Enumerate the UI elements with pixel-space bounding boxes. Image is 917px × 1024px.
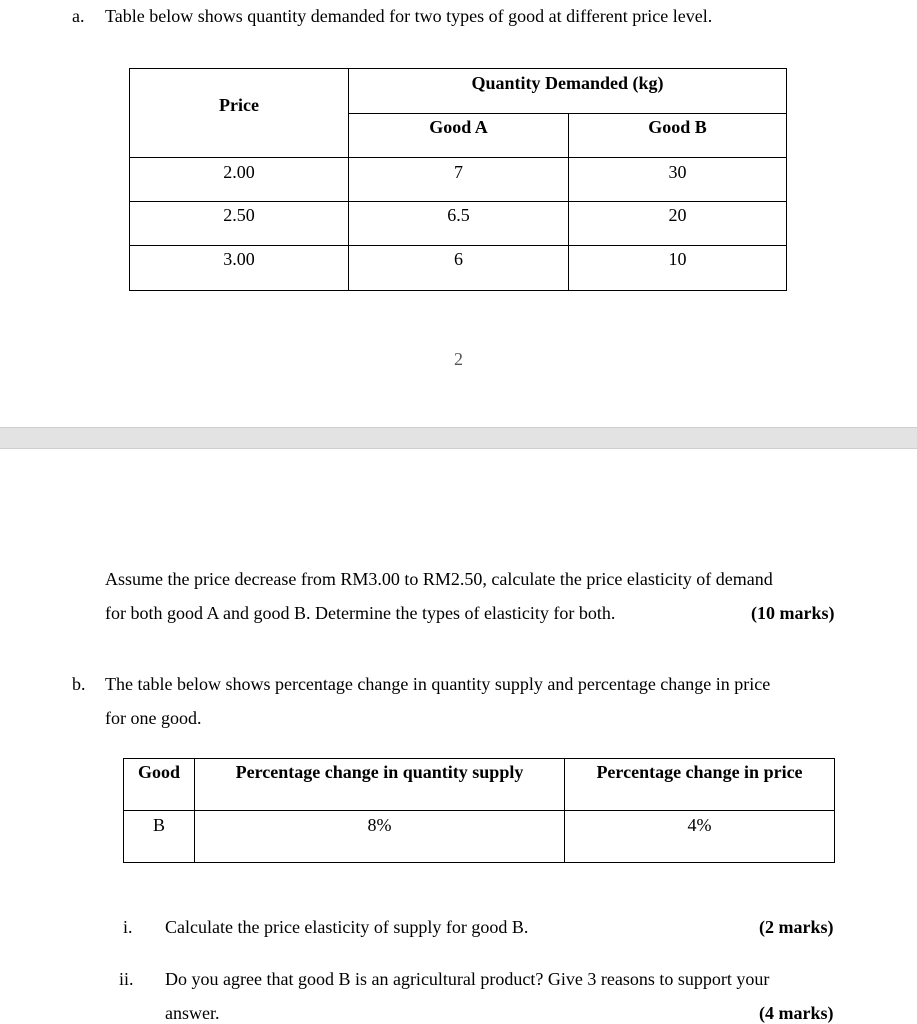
question-ii-line2: answer.	[165, 1003, 220, 1023]
table-cell-good-b: 10	[668, 249, 687, 269]
table-cell-good-b: 20	[668, 205, 687, 225]
page-break	[0, 427, 917, 449]
good-a-header: Good A	[429, 117, 488, 137]
part-a-marks: (10 marks)	[751, 603, 835, 623]
price-header: Price	[219, 95, 259, 115]
part-b-label: b.	[72, 674, 86, 694]
question-ii-line1: Do you agree that good B is an agricultural product? Give 3 reasons to support your	[165, 969, 770, 989]
quantity-demanded-header: Quantity Demanded (kg)	[471, 73, 664, 93]
table-cell-price: 3.00	[223, 249, 255, 269]
question-ii-number: ii.	[119, 969, 134, 989]
table-cell-good-a: 6	[454, 249, 463, 269]
page-number: 2	[454, 349, 463, 369]
table-cell-good-a: 6.5	[447, 205, 470, 225]
table-cell-price-change: 4%	[687, 815, 712, 835]
part-b-intro-line1: The table below shows percentage change in quantity supply and percentage change in price	[105, 674, 771, 694]
part-b-intro-line2: for one good.	[105, 708, 202, 728]
demand-table	[129, 68, 787, 291]
part-a-label: a.	[72, 6, 85, 26]
table-cell-good-b: 30	[668, 162, 687, 182]
question-i-marks: (2 marks)	[759, 917, 834, 937]
supply-table	[123, 758, 835, 863]
part-a-question-line2: for both good A and good B. Determine the types of elasticity for both.	[105, 603, 616, 623]
table-cell-qty-change: 8%	[367, 815, 392, 835]
question-i-text: Calculate the price elasticity of supply for good B.	[165, 917, 529, 937]
good-b-header: Good B	[648, 117, 707, 137]
part-a-question-line1: Assume the price decrease from RM3.00 to RM2.50, calculate the price elasticity of demand	[105, 569, 773, 589]
question-ii-marks: (4 marks)	[759, 1003, 834, 1023]
good-header: Good	[137, 762, 180, 782]
table-cell-good: B	[152, 815, 165, 835]
price-change-header: Percentage change in price	[596, 762, 803, 782]
qty-supply-change-header: Percentage change in quantity supply	[235, 762, 524, 782]
question-i-number: i.	[123, 917, 133, 937]
part-a-intro: Table below shows quantity demanded for two types of good at different price level.	[105, 6, 713, 26]
table-cell-price: 2.00	[223, 162, 255, 182]
table-cell-good-a: 7	[454, 162, 463, 182]
table-cell-price: 2.50	[223, 205, 255, 225]
